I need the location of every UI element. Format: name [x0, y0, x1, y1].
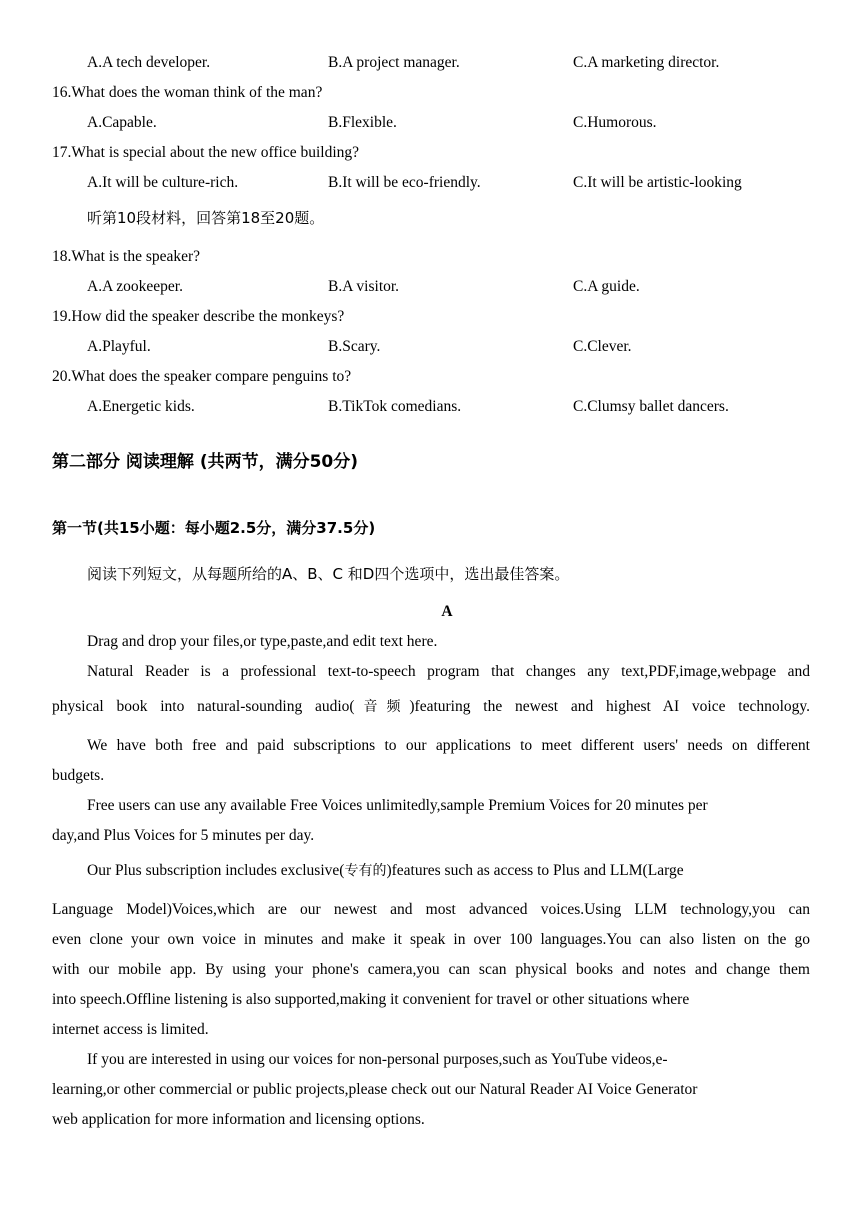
q16-option-a: A.Capable.	[87, 114, 157, 131]
listening-section-instruction: 听第10段材料，回答第18至20题。	[87, 209, 325, 227]
passage-paragraph-6-line-2: learning,or other commercial or public projects,please check out our Natural Reader AI Voice Generator	[52, 1081, 698, 1098]
q15-option-c: C.A marketing director.	[573, 54, 720, 71]
passage-letter: A	[441, 603, 453, 620]
passage-paragraph-5-line-4: with our mobile app. By using your phone's camera,you can scan physical books and notes and change them	[52, 961, 810, 978]
q16-option-c: C.Humorous.	[573, 114, 657, 131]
passage-paragraph-5-line-3: even clone your own voice in minutes and make it speak in over 100 languages.You can also listen on the go	[52, 931, 810, 948]
passage-paragraph-3-line-1: We have both free and paid subscriptions to our applications to meet different users' needs on different	[87, 737, 810, 754]
passage-paragraph-3-line-2: budgets.	[52, 767, 105, 784]
part-two-heading: 第二部分 阅读理解 (共两节，满分50分)	[52, 452, 359, 472]
q15-option-b: B.A project manager.	[328, 54, 460, 71]
passage-paragraph-2-line-2	[52, 697, 810, 717]
text-segment: physical book into natural-sounding audio(	[52, 698, 355, 715]
q20-option-b: B.TikTok comedians.	[328, 398, 462, 415]
q17-option-b: B.It will be eco-friendly.	[328, 174, 481, 191]
section-one-heading: 第一节(共15小题：每小题2.5分，满分37.5分)	[52, 519, 376, 537]
q15-option-a: A.A tech developer.	[87, 54, 211, 71]
q17-stem: 17.What is special about the new office building?	[52, 144, 360, 161]
q20-stem: 20.What does the speaker compare penguins to?	[52, 368, 352, 385]
text-segment: )features such as access to Plus and LLM(Large	[386, 862, 684, 879]
reading-instruction: 阅读下列短文，从每题所给的A、B、C 和D四个选项中，选出最佳答案。	[87, 565, 570, 583]
chinese-gloss: 专有的	[344, 863, 387, 879]
q16-option-b: B.Flexible.	[328, 114, 397, 131]
passage-paragraph-5-line-1	[87, 861, 684, 881]
q19-option-c: C.Clever.	[573, 338, 632, 355]
text-segment: Our Plus subscription includes exclusive(	[87, 862, 345, 879]
q18-option-c: C.A guide.	[573, 278, 640, 295]
q18-option-b: B.A visitor.	[328, 278, 400, 295]
passage-paragraph-5-line-2: Language Model)Voices,which are our newest and most advanced voices.Using LLM technology,you can	[52, 901, 810, 918]
q19-stem: 19.How did the speaker describe the monkeys?	[52, 308, 345, 325]
q16-stem: 16.What does the woman think of the man?	[52, 84, 323, 101]
q20-option-a: A.Energetic kids.	[87, 398, 195, 415]
q20-option-c: C.Clumsy ballet dancers.	[573, 398, 729, 415]
passage-paragraph-1: Drag and drop your files,or type,paste,and edit text here.	[87, 633, 438, 650]
passage-paragraph-4-line-1: Free users can use any available Free Voices unlimitedly,sample Premium Voices for 20 minutes per	[87, 797, 708, 814]
q18-option-a: A.A zookeeper.	[87, 278, 183, 295]
passage-paragraph-6-line-3: web application for more information and licensing options.	[52, 1111, 425, 1128]
q17-option-c: C.It will be artistic-looking	[573, 174, 742, 191]
q17-option-a: A.It will be culture-rich.	[87, 174, 239, 191]
passage-paragraph-4-line-2: day,and Plus Voices for 5 minutes per day.	[52, 827, 315, 844]
chinese-gloss: 音频	[354, 699, 410, 715]
text-segment: )featuring the newest and highest AI voice technology.	[409, 698, 811, 715]
q18-stem: 18.What is the speaker?	[52, 248, 201, 265]
q19-option-a: A.Playful.	[87, 338, 151, 355]
passage-paragraph-2-line-1: Natural Reader is a professional text-to-speech program that changes any text,PDF,image,webpage and	[87, 663, 810, 680]
passage-paragraph-5-line-6: internet access is limited.	[52, 1021, 209, 1038]
passage-paragraph-6-line-1: If you are interested in using our voices for non-personal purposes,such as YouTube videos,e-	[87, 1051, 668, 1068]
passage-paragraph-5-line-5: into speech.Offline listening is also supported,making it convenient for travel or other situations where	[52, 991, 690, 1008]
q19-option-b: B.Scary.	[328, 338, 381, 355]
